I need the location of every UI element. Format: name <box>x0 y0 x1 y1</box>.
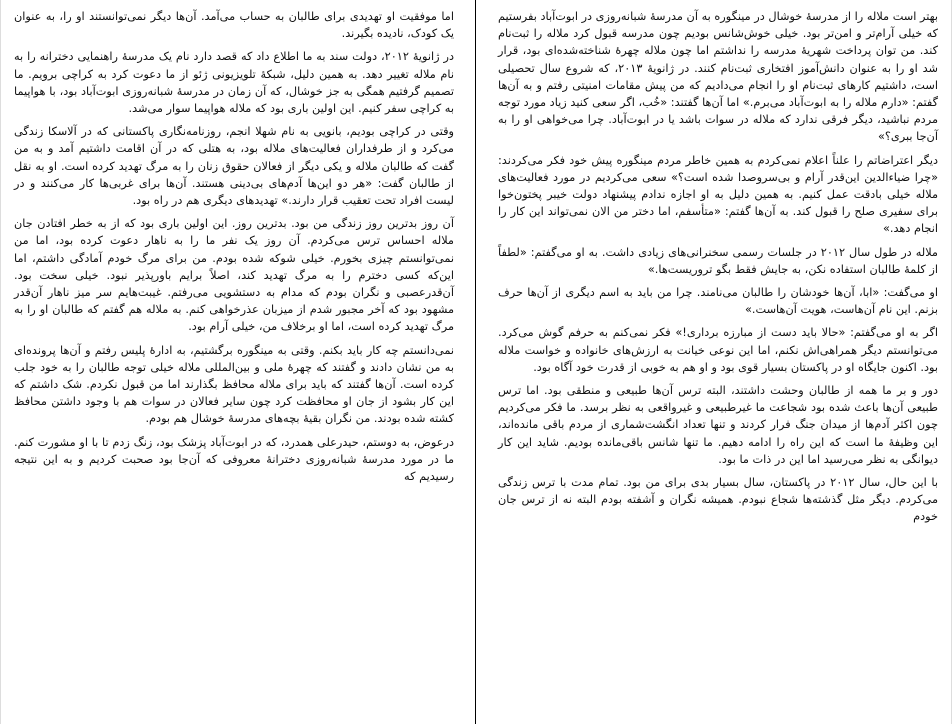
paragraph: با این حال، سال ۲۰۱۲ در پاکستان، سال بسیار بدی برای من بود. تمام مدت با ترس زندگی می‌کردم. دیگر مثل گذشته‌ها شجاع نبودم. همیشه نگران و آشفته بودم البته نه از ترس جان خودم <box>498 476 939 524</box>
right-page <box>476 0 952 724</box>
left-edge <box>0 0 1 724</box>
paragraph: ملاله در طول سال ۲۰۱۲ در جلسات رسمی سخنرانی‌های زیادی داشت. به او می‌گفتم: «لطفاً از کلمهٔ طالبان استفاده نکن، به جایش فقط بگو تروریست‌ها.» <box>498 245 938 276</box>
paragraph: دیگر اعتراضاتم را علناً اعلام نمی‌کردم به همین خاطر مردم مینگوره پیش خود فکر می‌کردند: «چرا ضیاءالدین این‌قدر آرام و بی‌سروصدا شده است؟» سعی می‌کردیم در مورد فعالیت‌های ملاله خیلی بادقت عمل کنیم. به همین دلیل به او اجازه ندادم پیشنهاد دولت خیبر پختون‌خوا برای سفیری صلح را قبول کند. به آن‌ها گفتم: «متأسفم، اما دختر من الان نمی‌تواند این کار را انجام دهد.» <box>498 153 938 236</box>
paragraph: اما موفقیت او تهدیدی برای طالبان به حساب می‌آمد. آن‌ها دیگر نمی‌توانستند او را، به عنوان یک کودک، نادیده بگیرند. <box>14 10 454 41</box>
paragraph: دور و بر ما همه از طالبان وحشت داشتند، البته ترس آن‌ها طبیعی و منطقی بود. اما ترس طبیعی آن‌ها باعث شده بود شجاعت ما غیرطبیعی و غیرواقعی به نظر برسد. ما فکر می‌کردیم چون اکثر آدم‌ها از میدان جنگ فرار کردند و تنها تعداد انگشت‌شماری از مردم باقی مانده‌اند، این وظیفهٔ ما است که این راه را ادامه دهیم. ما تنها شانس باقی‌مانده بودیم. شاید این کار دیوانگی به نظر می‌رسید اما این در ذات ما بود. <box>498 384 938 466</box>
paragraph: اگر به او می‌گفتم: «حالا باید دست از مبارزه برداری!» فکر نمی‌کنم به حرفم گوش می‌کرد. می‌توانستم دیگر همراهی‌اش نکنم، اما این نوعی خیانت به ارزش‌های خانواده و خواست ملاله بود. اکنون جایگاه او در پاکستان بسیار قوی بود و او هم به خوبی از قدرت خود آگاه بود. <box>498 326 938 374</box>
paragraph: درعوض، به دوستم، حیدرعلی همدرد، که در ابوت‌آباد پزشک بود، زنگ زدم تا با او مشورت کنم. ما در مورد مدرسهٔ شبانه‌روزی دخترانهٔ معروفی که آن‌جا بود صحبت کردیم و به این نتیجه رسیدیم که <box>14 435 454 484</box>
paragraph: بهتر است ملاله را از مدرسهٔ خوشال در مینگوره به آن مدرسهٔ شبانه‌روزی در ابوت‌آباد بفرستیم که خیلی آرام‌تر و امن‌تر بود. خیلی خوش‌شانس بودیم چون مدرسه قبول کرد ملاله را ثبت‌نام کند. من توان پرداخت شهریهٔ مدرسه را نداشتم اما چون ملاله چهرهٔ شناخته‌شده‌ای بود، قرار شد او را به عنوان دانش‌آموز افتخاری ثبت‌نام کنند. در ژانویهٔ ۲۰۱۳، که شروع سال تحصیلی است، داشتیم کارهای ثبت‌نام او را انجام می‌دادیم که من پیش مقامات امنیتی رفتم و به آن‌ها گفتم: «دارم ملاله را به ابوت‌آباد می‌برم.» اما آن‌ها گفتند: «خُب، اگر سعی کنید زیاد مورد توجه مردم نباشید، دیگر فرقی ندارد که ملاله در سوات باشد یا در ابوت‌آباد. چرا می‌خواهی او را به آن‌جا ببری؟» <box>498 10 938 144</box>
paragraph: نمی‌دانستم چه کار باید بکنم. وقتی به مینگوره برگشتیم، به ادارهٔ پلیس رفتم و آن‌ها پرونده‌ای به من نشان دادند و گفتند که چهرهٔ ملی و بین‌المللی ملاله خیلی توجه طالبان را به خود جلب کرده است. آن‌ها گفتند که باید برای ملاله محافظ بگذارند اما من قبول نکردم. شک داشتم که این کار بشود از جان او محافظت کرد چون سایر فعالان در سوات هم با وجود داشتن محافظ کشته شده بودند. من نگران بقیهٔ بچه‌های مدرسهٔ خوشال هم بودم. <box>14 343 454 426</box>
paragraph: آن روز بدترین روز زندگی من بود. بدترین روز. این اولین باری بود که از به خطر افتادن جان ملاله احساس ترس می‌کردم. آن روز یک نفر ما را به ناهار دعوت کرده بود، اما من نمی‌توانستم چیزی بخورم. خیلی شوکه شده بودم. من برای مرگ خودم آمادگی داشتم، اما این‌که کسی دخترم را به مرگ تهدید کند، اصلاً برایم باورپذیر نبود. خیلی سخت بود. آن‌قدرعصبی و نگران بودم که مدام به دستشویی می‌رفتم. غیبت‌هایم سر میز ناهار آن‌قدر مشهود بود که آخر مجبور شدم از میزبان عذرخواهی کنم. به ملاله هم گفتم که طالبان او را به مرگ تهدید کرده است، اما او برخلاف من، خیلی آرام بود. <box>14 217 454 334</box>
paragraph: او می‌گفت: «ابا، آن‌ها خودشان را طالبان می‌نامند. چرا من باید به اسم دیگری از آن‌ها حرف بزنم. این نام آن‌هاست، هویت آن‌هاست.» <box>498 286 938 317</box>
paragraph: در ژانویهٔ ۲۰۱۲، دولت سند به ما اطلاع داد که قصد دارد نام یک مدرسهٔ راهنمایی دخترانه را به نام ملاله تغییر دهد. به همین دلیل، شبکهٔ تلویزیونی ژئو از ما دعوت کرد به کراچی برویم. ما تصمیم گرفتیم همگی به جز خوشال، که آن زمان در مدرسهٔ شبانه‌روزی ابوت‌آباد بود، با هواپیما به کراچی سفر کنیم. این اولین باری بود که ملاله هواپیما سوار می‌شد. <box>14 50 454 116</box>
paragraph: وقتی در کراچی بودیم، بانویی به نام شهلا انجم، روزنامه‌نگاری پاکستانی که در آلاسکا زندگی می‌کرد و از طرفداران فعالیت‌های ملاله بود، به هتلی که در آن اقامت داشتیم آمد و به من گفت که طالبان ملاله و یکی دیگر از فعالان حقوق زنان را به مرگ تهدید کرده است. او به نقل از طالبان گفت: «هر دو این‌ها آدم‌های بی‌دینی هستند. آن‌ها برای غربی‌ها کار می‌کنند و در لیست افراد تحت تعقیب قرار دارند.» تهدیدهای دیگری هم در راه بود. <box>14 125 454 208</box>
